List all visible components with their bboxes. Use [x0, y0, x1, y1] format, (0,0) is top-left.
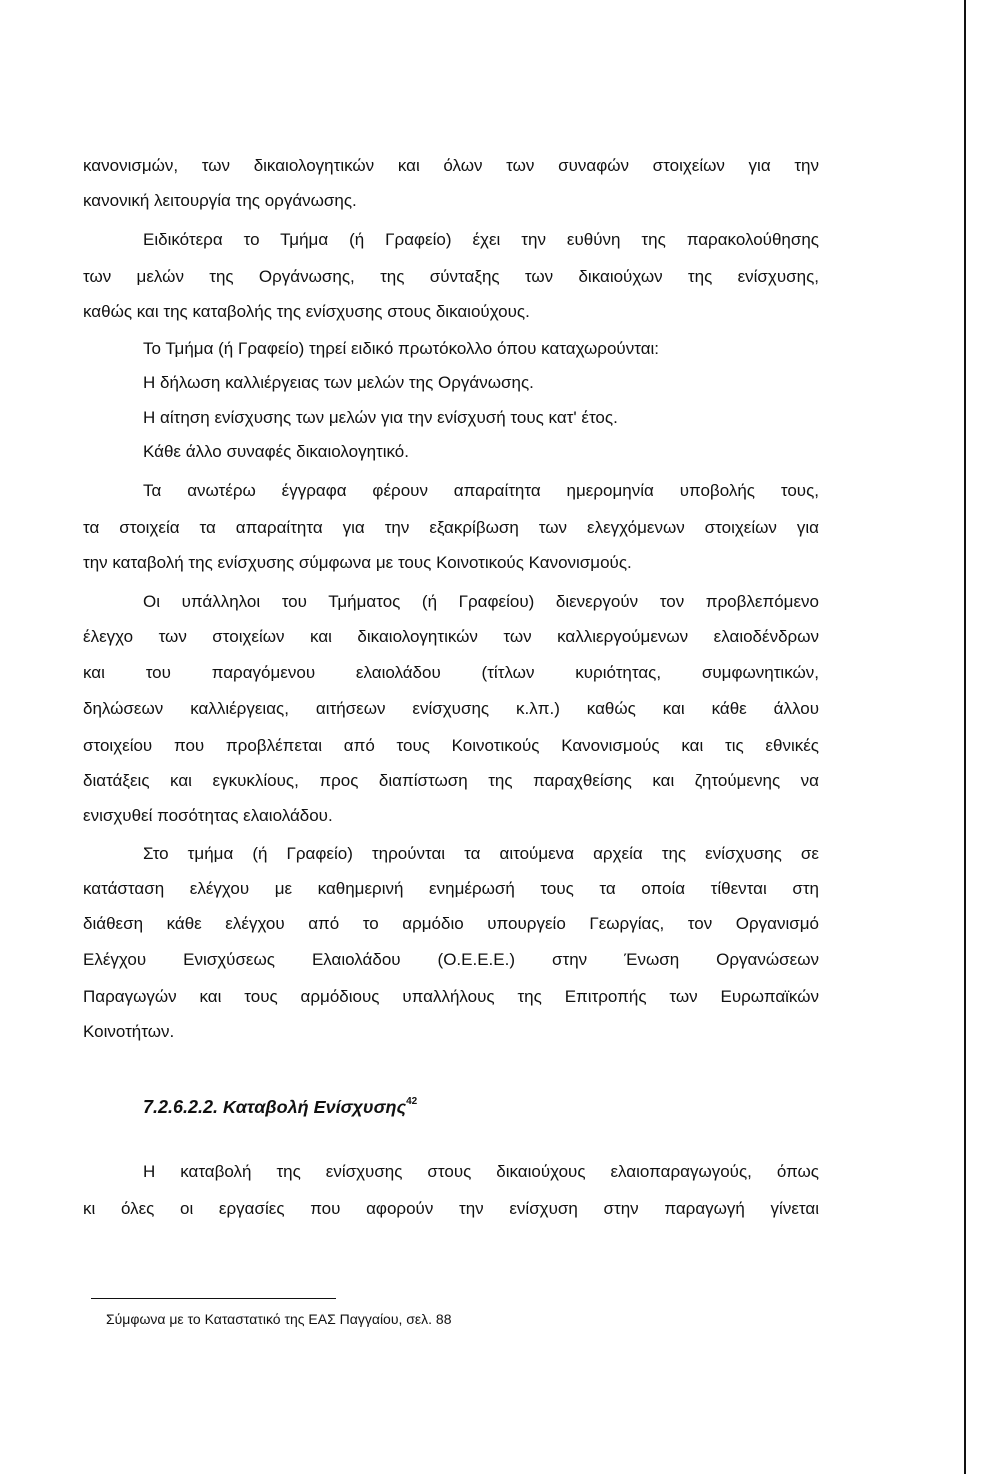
footnote-reference: 42 — [406, 1096, 418, 1107]
body-line: Η καταβολή της ενίσχυσης στους δικαιούχους ελαιοπαραγωγούς, όπως — [143, 1162, 819, 1181]
body-line: την καταβολή της ενίσχυσης σύμφωνα με τους Κοινοτικούς Κανονισμούς. — [83, 553, 632, 572]
body-line: Τα ανωτέρω έγγραφα φέρουν απαραίτητα ημερομηνία υποβολής τους, — [143, 481, 819, 500]
body-line: διατάξεις και εγκυκλίους, προς διαπίστωση της παραχθείσης και ζητούμενης να — [83, 771, 819, 790]
body-line: κανονισμών, των δικαιολογητικών και όλων των συναφών στοιχείων για την — [83, 156, 819, 175]
body-line: των μελών της Οργάνωσης, της σύνταξης των δικαιούχων της ενίσχυσης, — [83, 267, 819, 286]
body-line: κατάσταση ελέγχου με καθημερινή ενημέρωσή τους τα οποία τίθενται στη — [83, 879, 819, 898]
body-line: Οι υπάλληλοι του Τμήματος (ή Γραφείου) διενεργούν τον προβλεπόμενο — [143, 592, 819, 611]
body-line: Η δήλωση καλλιέργειας των μελών της Οργάνωσης. — [143, 373, 534, 392]
body-line: Κάθε άλλο συναφές δικαιολογητικό. — [143, 442, 409, 461]
body-line: και του παραγόμενου ελαιολάδου (τίτλων κυριότητας, συμφωνητικών, — [83, 663, 819, 682]
body-line: Ελέγχου Ενισχύσεως Ελαιολάδου (Ο.Ε.Ε.Ε.) στην Ένωση Οργανώσεων — [83, 950, 819, 969]
body-line: Στο τμήμα (ή Γραφείο) τηρούνται τα αιτούμενα αρχεία της ενίσχυσης σε — [143, 844, 819, 863]
body-line: κανονική λειτουργία της οργάνωσης. — [83, 191, 357, 210]
body-line: καθώς και της καταβολής της ενίσχυσης στους δικαιούχους. — [83, 302, 530, 321]
body-line: κι όλες οι εργασίες που αφορούν την ενίσχυση στην παραγωγή γίνεται — [83, 1199, 819, 1218]
footnote-text: Σύμφωνα με το Καταστατικό της ΕΑΣ Παγγαίου, σελ. 88 — [106, 1311, 452, 1327]
body-line: έλεγχο των στοιχείων και δικαιολογητικών των καλλιεργούμενων ελαιοδένδρων — [83, 627, 819, 646]
section-heading — [143, 1091, 417, 1118]
body-line: Παραγωγών και τους αρμόδιους υπαλλήλους της Επιτροπής των Ευρωπαϊκών — [83, 987, 819, 1006]
footnote-separator — [91, 1298, 336, 1299]
body-line: ενισχυθεί ποσότητας ελαιολάδου. — [83, 806, 333, 825]
body-line: τα στοιχεία τα απαραίτητα για την εξακρίβωση των ελεγχόμενων στοιχείων για — [83, 518, 819, 537]
body-line: Κοινοτήτων. — [83, 1022, 175, 1041]
body-line: Η αίτηση ενίσχυσης των μελών για την ενίσχυσή τους κατ' έτος. — [143, 408, 618, 427]
body-line: στοιχείου που προβλέπεται από τους Κοινοτικούς Κανονισμούς και τις εθνικές — [83, 736, 819, 755]
section-heading-text: 7.2.6.2.2. Καταβολή Ενίσχυσης — [143, 1097, 407, 1117]
body-line: Ειδικότερα το Τμήμα (ή Γραφείο) έχει την ευθύνη της παρακολούθησης — [143, 230, 819, 249]
body-line: διάθεση κάθε ελέγχου από το αρμόδιο υπουργείο Γεωργίας, τον Οργανισμό — [83, 914, 819, 933]
scan-edge-line — [964, 0, 966, 1474]
body-line: Το Τμήμα (ή Γραφείο) τηρεί ειδικό πρωτόκολλο όπου καταχωρούνται: — [143, 339, 660, 358]
body-line: δηλώσεων καλλιέργειας, αιτήσεων ενίσχυσης κ.λπ.) καθώς και κάθε άλλου — [83, 699, 819, 718]
